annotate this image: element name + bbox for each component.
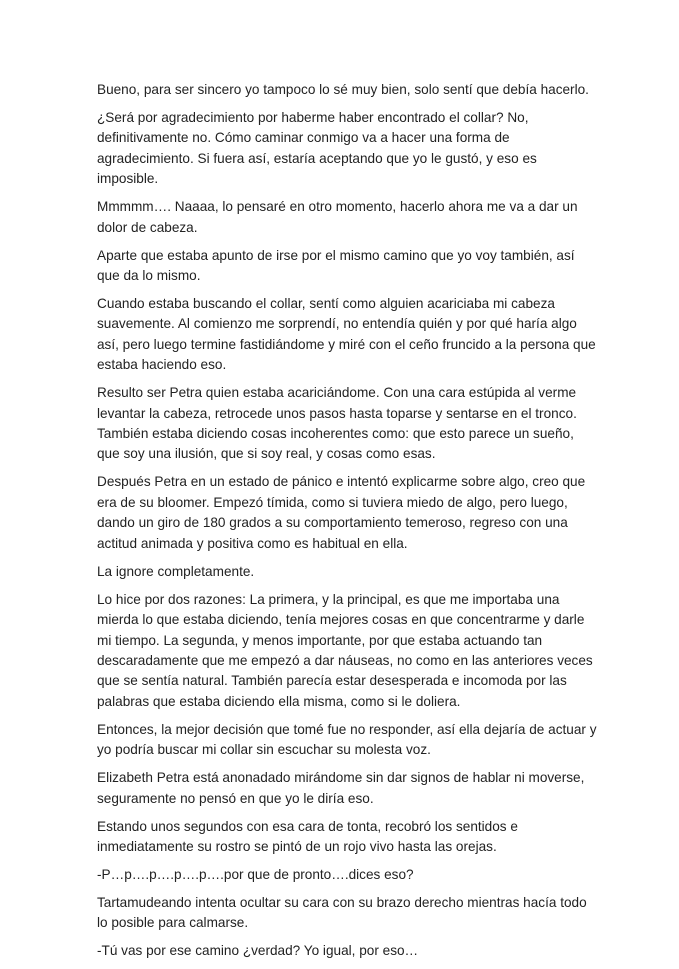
paragraph: Estando unos segundos con esa cara de tonta, recobró los sentidos e inmediatamente su rostro se pintó de un rojo vivo hasta las orejas. [97,818,518,854]
paragraph: Resulto ser Petra quien estaba acariciándome. Con una cara estúpida al verme levantar la cabeza, retrocede unos pasos hasta toparse y sentarse en el tronco. También estaba diciendo cosas incoherentes como: que esto parece un sueño, que soy una ilusión, que si soy real, y cosas como esas. [97,385,577,462]
paragraph: Elizabeth Petra está anonadado mirándome sin dar signos de hablar ni moverse, seguramente no pensó en que yo le diría eso. [97,770,585,806]
paragraph: Cuando estaba buscando el collar, sentí como alguien acariciaba mi cabeza suavemente. Al comienzo me sorprendí, no entendía quién y por qué haría algo así, pero luego termine fastidiándome y miré con el ceño fruncido a la persona que estaba haciendo eso. [97,296,596,373]
paragraph: ¿Será por agradecimiento por haberme haber encontrado el collar? No, definitivamente no. Cómo caminar conmigo va a hacer una forma de agradecimiento. Si fuera así, estaría aceptando que yo le gustó, y eso es imposible. [97,110,537,187]
paragraph: Entonces, la mejor decisión que tomé fue no responder, así ella dejaría de actuar y yo podría buscar mi collar sin escuchar su molesta voz. [97,721,597,758]
paragraph: Tartamudeando intenta ocultar su cara con su brazo derecho mientras hacía todo lo posible para calmarse. [97,894,587,931]
paragraph: Después Petra en un estado de pánico e intentó explicarme sobre algo, creo que era de su bloomer. Empezó tímida, como si tuviera miedo de algo, pero luego, dando un giro de 180 grados a su comportamiento temeroso, regreso con una actitud animada y positiva como es habitual en ella. [97,474,586,551]
paragraph: Aparte que estaba apunto de irse por el mismo camino que yo voy también, así que da lo mismo. [97,247,575,284]
paragraph: Lo hice por dos razones: La primera, y la principal, es que me importaba una mierda lo que estaba diciendo, tenía mejores cosas en que concentrarme y darle mi tiempo. La segunda, y menos importante, por que estaba actuando tan descaradamente que me empezó a dar náuseas, no como en las anteriores veces que se sentía natural. También parecía estar desesperada e incomoda por las palabras que estaba diciendo ella misma, como si le doliera. [97,591,593,709]
paragraph: La ignore completamente. [97,563,255,579]
dialogue-line: -Tú vas por ese camino ¿verdad? Yo igual, por eso… [97,943,419,959]
paragraph: Bueno, para ser sincero yo tampoco lo sé muy bien, solo sentí que debía hacerlo. [97,82,589,97]
paragraph: Mmmmm…. Naaaa, lo pensaré en otro momento, hacerlo ahora me va a dar un dolor de cabeza. [97,199,578,235]
dialogue-line: -P…p….p….p….p….por que de pronto….dices eso? [97,866,414,882]
document-body [97,80,597,969]
